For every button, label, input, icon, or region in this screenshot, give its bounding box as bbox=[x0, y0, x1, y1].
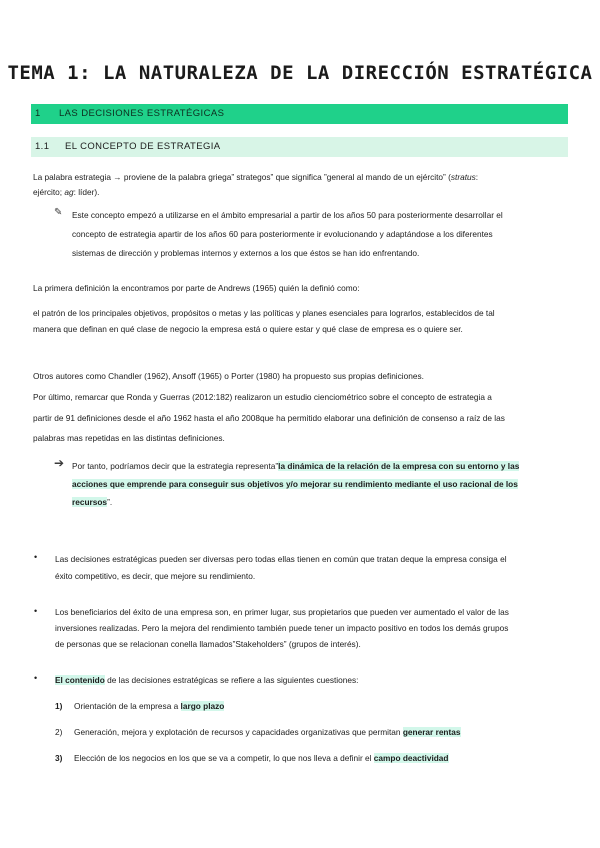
paragraph-ronda-line2: partir de 91 definiciones desde el año 1962 hasta el año 2008que ha permitido elaborar una definición de consenso a raíz de las bbox=[33, 413, 505, 423]
bullet1-line1: Las decisiones estratégicas pueden ser diversas pero todas ellas tienen en común que tratan deque la empresa consiga el bbox=[55, 554, 507, 564]
list-item-number: 3) bbox=[55, 753, 63, 763]
definition-line3: recursos”. bbox=[72, 497, 113, 507]
section-label: LAS DECISIONES ESTRATÉGICAS bbox=[59, 108, 225, 119]
bullet-dot: • bbox=[34, 606, 38, 616]
section-number: 1 bbox=[35, 108, 41, 119]
definition-line2: acciones que emprende para conseguir sus objetivos y/o mejorar su rendimiento mediante el uso racional de los bbox=[72, 479, 518, 489]
pencil-icon: ✎ bbox=[54, 207, 63, 218]
bullet-dot: • bbox=[34, 552, 38, 562]
bullet2-line1: Los beneficiarios del éxito de una empresa son, en primer lugar, sus propietarios que pueden ver aumentado el valor de las bbox=[55, 607, 509, 617]
list-item-3: Elección de los negocios en los que se va a competir, lo que nos lleva a definir el campo deactividad bbox=[74, 753, 449, 763]
quote-andrews-line1: el patrón de los principales objetivos, propósitos o metas y las políticas y planes esenciales para lograrlos, establecidos de tal bbox=[33, 308, 495, 318]
bullet-dot: • bbox=[34, 673, 38, 683]
list-item-number: 2) bbox=[55, 727, 63, 737]
paragraph-first-definition: La primera definición la encontramos por parte de Andrews (1965) quién la definió como: bbox=[33, 283, 360, 293]
paragraph-history-line3: sistemas de dirección y problemas internos y externos a los que éstos se han ido enfrentando. bbox=[72, 248, 420, 258]
list-item-2: Generación, mejora y explotación de recursos y capacidades organizativas que permitan generar rentas bbox=[74, 727, 461, 737]
paragraph-etymology-line2: ejército; ag: líder). bbox=[33, 187, 100, 197]
paragraph-history-line2: concepto de estrategia apartir de los años 60 para posteriormente ir evolucionando y adaptándose a los diferentes bbox=[72, 229, 493, 239]
list-item-number: 1) bbox=[55, 701, 63, 711]
page-title: TEMA 1: LA NATURALEZA DE LA DIRECCIÓN ESTRATÉGICA bbox=[7, 62, 593, 84]
list-item-1: Orientación de la empresa a largo plazo bbox=[74, 701, 225, 711]
subsection-number: 1.1 bbox=[35, 141, 50, 152]
paragraph-other-authors: Otros autores como Chandler (1962), Ansoff (1965) o Porter (1980) ha propuesto sus propias definiciones. bbox=[33, 371, 424, 381]
bullet1-line2: éxito competitivo, es decir, que mejore su rendimiento. bbox=[55, 571, 256, 581]
section-heading-1 bbox=[31, 104, 568, 124]
bullet2-line3: de personas que se relacionan conella llamados”Stakeholders” (grupos de interés). bbox=[55, 639, 361, 649]
definition-line1: Por tanto, podríamos decir que la estrategia representa”la dinámica de la relación de la empresa con su entorno y las bbox=[72, 461, 520, 471]
quote-andrews-line2: manera que definan en qué clase de negocio la empresa está o quiere estar y qué clase de empresa es o quiere ser. bbox=[33, 324, 463, 334]
paragraph-etymology-line1: La palabra estrategia → proviene de la palabra griega” strategos” que significa ”general al mando de un ejército” (stratus: bbox=[33, 172, 479, 182]
section-heading-1-1 bbox=[31, 137, 568, 157]
paragraph-ronda-line1: Por último, remarcar que Ronda y Guerras (2012:182) realizaron un estudio cienciométrico sobre el concepto de estrategia a bbox=[33, 392, 492, 402]
arrow-right-icon: ➔ bbox=[54, 456, 65, 470]
bullet2-line2: inversiones realizadas. Pero la mejora del rendimiento también puede tener un impacto positivo en todos los demás grupos bbox=[55, 623, 509, 633]
paragraph-history-line1: Este concepto empezó a utilizarse en el ámbito empresarial a partir de los años 50 para posteriormente desarrollar el bbox=[72, 210, 503, 220]
subsection-label: EL CONCEPTO DE ESTRATEGIA bbox=[65, 141, 221, 152]
paragraph-ronda-line3: palabras mas repetidas en las distintas definiciones. bbox=[33, 433, 225, 443]
bullet3-line: El contenido de las decisiones estratégicas se refiere a las siguientes cuestiones: bbox=[55, 675, 359, 685]
